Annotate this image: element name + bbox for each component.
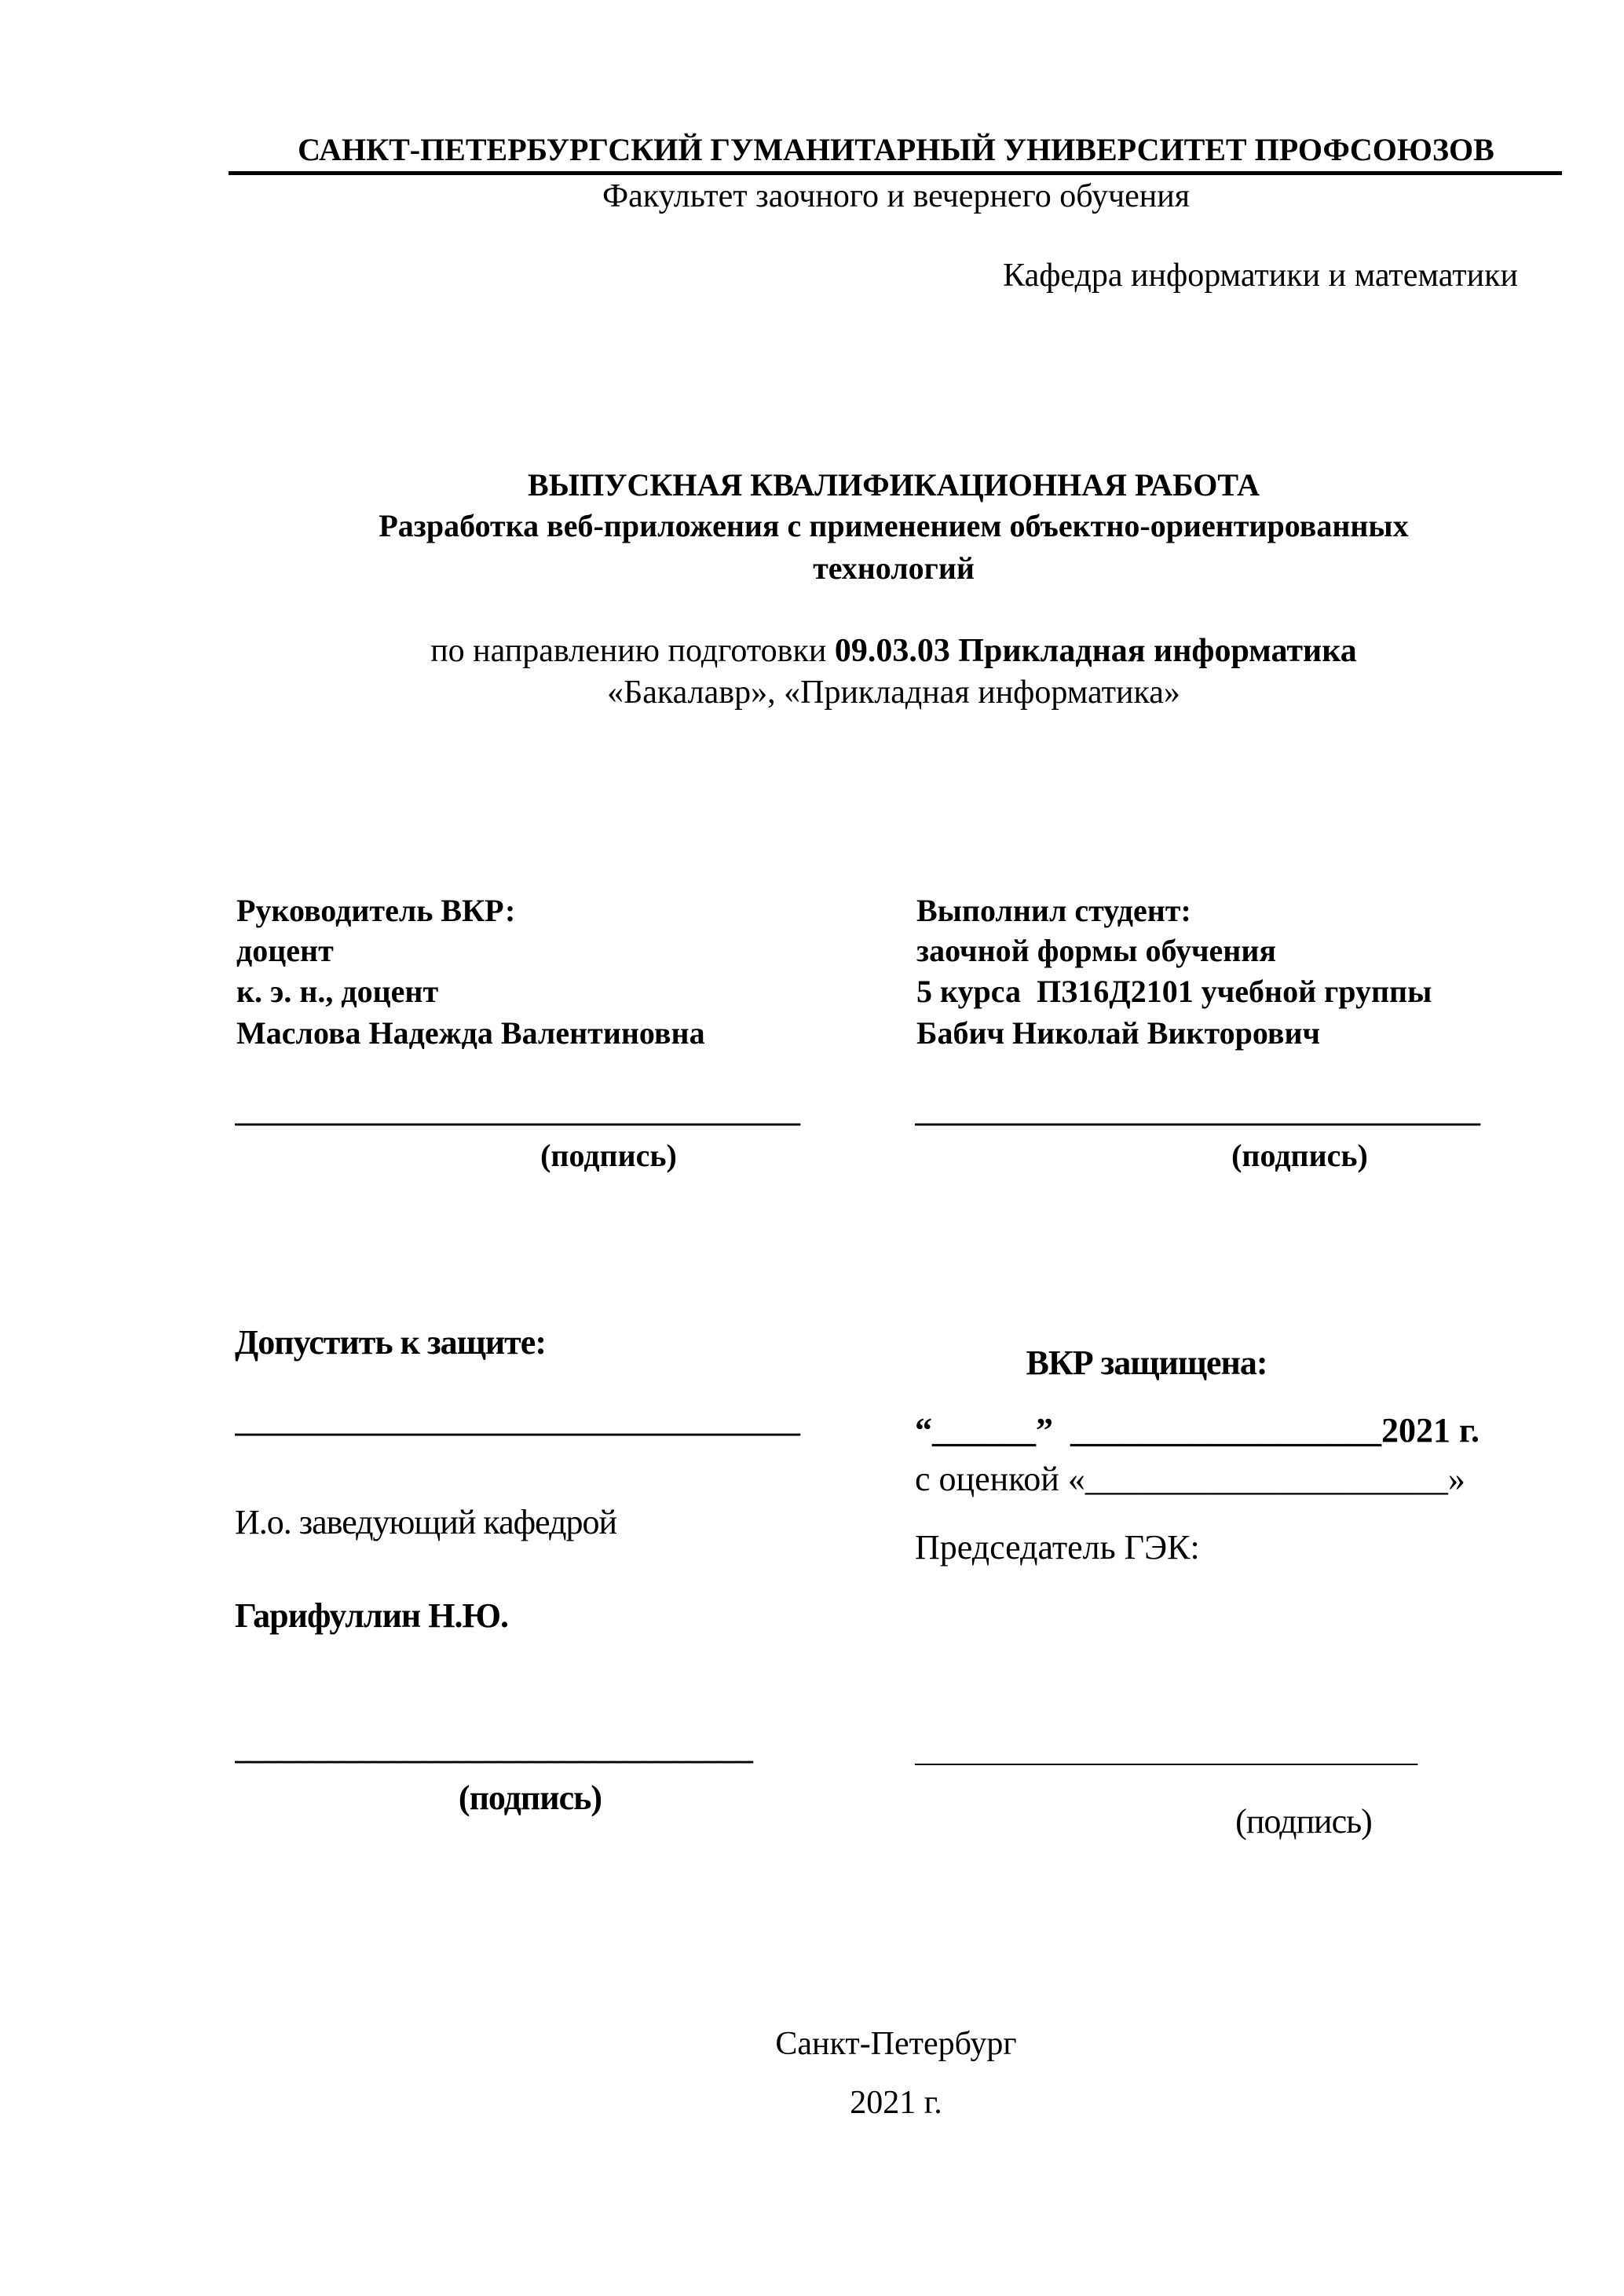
- direction-prefix: по направлению подготовки: [430, 633, 835, 669]
- direction-code: 09.03.03 Прикладная информатика: [834, 633, 1357, 669]
- student-signature-line[interactable]: ____________________________________: [915, 1095, 1480, 1127]
- defense-heading: ВКР защищена:: [1026, 1344, 1267, 1382]
- admission-heading: Допустить к защите:: [235, 1323, 546, 1362]
- topic-line-2: технологий: [813, 550, 975, 586]
- footer-year: 2021 г.: [850, 2085, 942, 2121]
- profile-line: «Бакалавр», «Прикладная информатика»: [607, 675, 1180, 711]
- admission-signature-label: (подпись): [458, 1779, 602, 1817]
- student-signature-label: (подпись): [1231, 1138, 1368, 1173]
- student-heading: Выполнил студент:: [916, 893, 1191, 928]
- grade-field[interactable]: _____________________: [1084, 1460, 1448, 1498]
- gek-signature-line[interactable]: ________________________________: [915, 1735, 1417, 1767]
- supervisor-degree: к. э. н., доцент: [236, 974, 439, 1009]
- footer-city: Санкт-Петербург: [775, 2026, 1017, 2062]
- header-rule: [229, 171, 1562, 175]
- university-name: САНКТ-ПЕТЕРБУРГСКИЙ ГУМАНИТАРНЫЙ УНИВЕРСИТЕТ ПРОФСОЮЗОВ: [298, 132, 1494, 167]
- date-day-field[interactable]: ______: [932, 1411, 1036, 1450]
- date-month-field[interactable]: __________________: [1070, 1411, 1381, 1450]
- student-group: 5 курса ПЗ16Д2101 учебной группы: [916, 974, 1432, 1009]
- supervisor-signature-label: (подпись): [540, 1138, 677, 1173]
- faculty-name: Факультет заочного и вечернего обучения: [602, 178, 1191, 214]
- gek-chair-label: Председатель ГЭК:: [915, 1528, 1200, 1567]
- student-name: Бабич Николай Викторович: [916, 1015, 1321, 1051]
- date-year: 2021 г.: [1381, 1411, 1480, 1450]
- supervisor-position: доцент: [236, 933, 334, 968]
- grade-suffix: »: [1447, 1460, 1465, 1498]
- acting-head-name: Гарифуллин Н.Ю.: [235, 1596, 509, 1635]
- gek-signature-label: (подпись): [1235, 1802, 1372, 1841]
- department-name: Кафедра информатики и математики: [1003, 258, 1518, 294]
- student-study-form: заочной формы обучения: [916, 933, 1277, 968]
- grade-line: [915, 1462, 1465, 1497]
- admission-signature-line[interactable]: _________________________________: [235, 1733, 753, 1764]
- date-open-quote: “: [915, 1411, 932, 1450]
- topic-line-1: Разработка веб-приложения с применением объектно-ориентированных: [379, 508, 1409, 543]
- supervisor-name: Маслова Надежда Валентиновна: [236, 1015, 705, 1051]
- supervisor-signature-line[interactable]: ____________________________________: [235, 1095, 800, 1127]
- supervisor-heading: Руководитель ВКР:: [236, 893, 516, 928]
- direction-line: [430, 634, 1357, 667]
- work-type-title: ВЫПУСКНАЯ КВАЛИФИКАЦИОННАЯ РАБОТА: [528, 467, 1260, 503]
- date-close-quote: ”: [1036, 1411, 1053, 1450]
- defense-date: [915, 1413, 1480, 1448]
- acting-head-position: И.о. заведующий кафедрой: [235, 1503, 617, 1541]
- grade-prefix: с оценкой «: [915, 1460, 1085, 1498]
- admission-line[interactable]: ____________________________________: [235, 1406, 800, 1437]
